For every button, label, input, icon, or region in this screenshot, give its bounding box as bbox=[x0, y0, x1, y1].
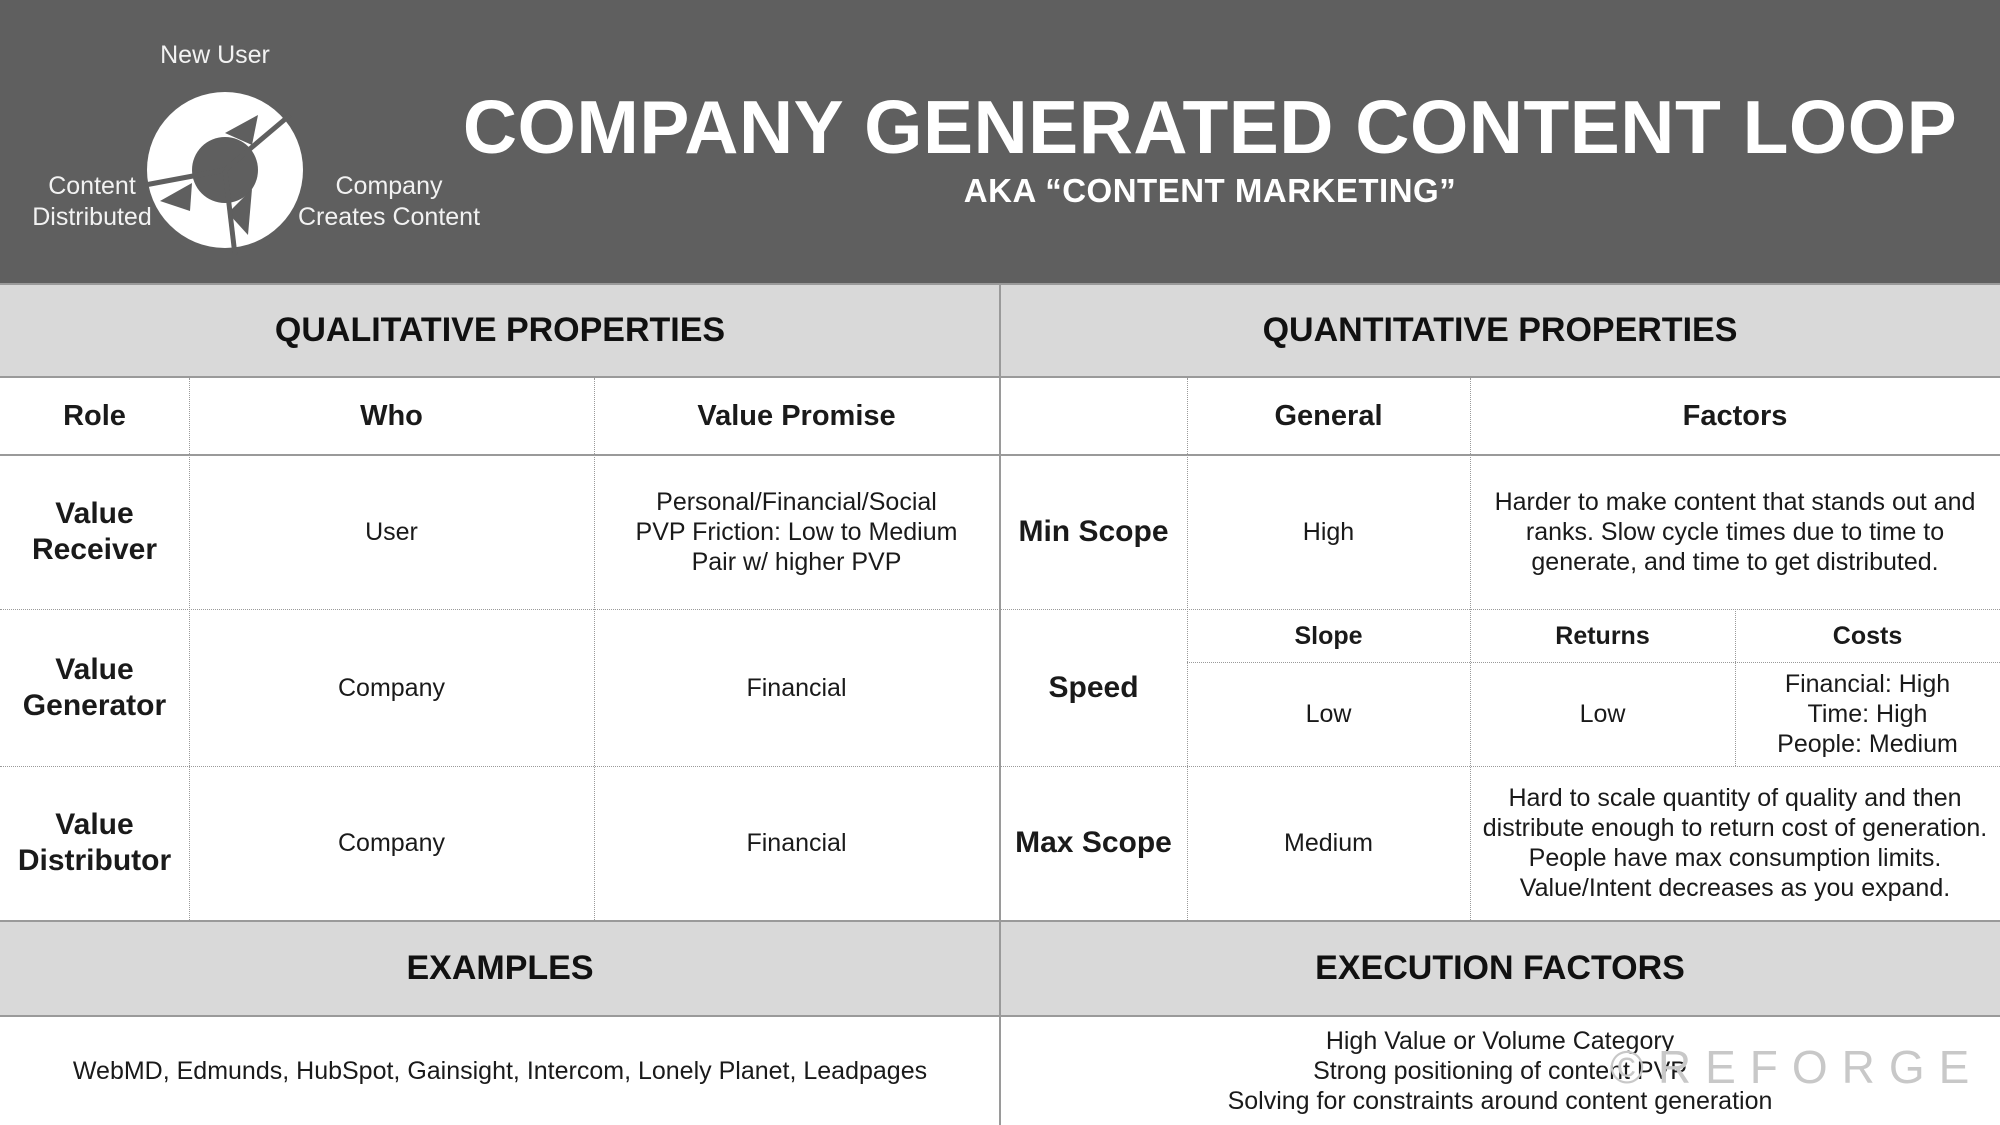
col-header-factors: Factors bbox=[1682, 400, 1788, 432]
min-scope-general: High bbox=[1302, 517, 1355, 546]
speed-subheader-slope: Slope bbox=[1294, 621, 1363, 650]
section-quantitative-properties: QUANTITATIVE PROPERTIES bbox=[1000, 283, 2000, 378]
speed-subheader-costs: Costs bbox=[1832, 621, 1903, 650]
row-label-min-scope: Min Scope bbox=[1018, 514, 1169, 548]
page-title: COMPANY GENERATED CONTENT LOOP bbox=[462, 85, 1958, 169]
examples-text: WebMD, Edmunds, HubSpot, Gainsight, Intercom, Lonely Planet, Leadpages bbox=[72, 1057, 928, 1085]
col-header-role: Role bbox=[63, 400, 126, 432]
min-scope-factors: Harder to make content that stands out and ranks. Slow cycle times due to time to generate, and time to get distributed. bbox=[1494, 487, 1976, 576]
header-banner bbox=[0, 0, 2000, 283]
speed-costs-value: Financial: High Time: High People: Medium bbox=[1777, 670, 1958, 758]
max-scope-general: Medium bbox=[1284, 829, 1373, 857]
execution-factors-list: High Value or Volume Category Strong positioning of content PVP Solving for constraints around content generation bbox=[1227, 1027, 1773, 1115]
row-label-value-distributor: Value Distributor bbox=[17, 808, 172, 877]
section-examples: EXAMPLES bbox=[0, 920, 1000, 1017]
promise-value-receiver: Personal/Financial/Social PVP Friction: Low to Medium Pair w/ higher PVP bbox=[635, 487, 958, 576]
page-subtitle: AKA “CONTENT MARKETING” bbox=[963, 172, 1457, 209]
col-header-value-promise: Value Promise bbox=[697, 400, 896, 432]
row-label-value-generator: Value Generator bbox=[22, 652, 167, 722]
loop-label-company-creates: Company Creates Content bbox=[297, 172, 481, 231]
loop-label-content-distributed: Content Distributed bbox=[32, 172, 152, 231]
who-value-distributor: Company bbox=[338, 829, 445, 857]
col-header-general: General bbox=[1274, 400, 1383, 432]
promise-value-generator: Financial bbox=[746, 673, 847, 702]
row-label-value-receiver: Value Receiver bbox=[31, 496, 158, 566]
loop-label-new-user: New User bbox=[160, 41, 270, 69]
promise-value-distributor: Financial bbox=[746, 829, 847, 857]
col-header-who: Who bbox=[360, 400, 423, 432]
max-scope-factors: Hard to scale quantity of quality and then distribute enough to return cost of generation. People have max consumption limits. Value/Intent decreases as you expand. bbox=[1482, 784, 1988, 902]
row-label-speed: Speed bbox=[1048, 670, 1139, 704]
speed-returns-value: Low bbox=[1579, 700, 1626, 728]
who-value-receiver: User bbox=[365, 517, 418, 546]
speed-subheader-returns: Returns bbox=[1555, 621, 1650, 650]
reforge-watermark: ©REFORGE bbox=[1610, 1041, 1984, 1093]
section-execution-factors: EXECUTION FACTORS bbox=[1000, 920, 2000, 1017]
who-value-generator: Company bbox=[338, 673, 445, 702]
row-label-max-scope: Max Scope bbox=[1015, 826, 1172, 859]
speed-slope-value: Low bbox=[1305, 700, 1352, 728]
section-qualitative-properties: QUALITATIVE PROPERTIES bbox=[0, 283, 1000, 378]
cycle-arrows-icon bbox=[140, 85, 310, 255]
